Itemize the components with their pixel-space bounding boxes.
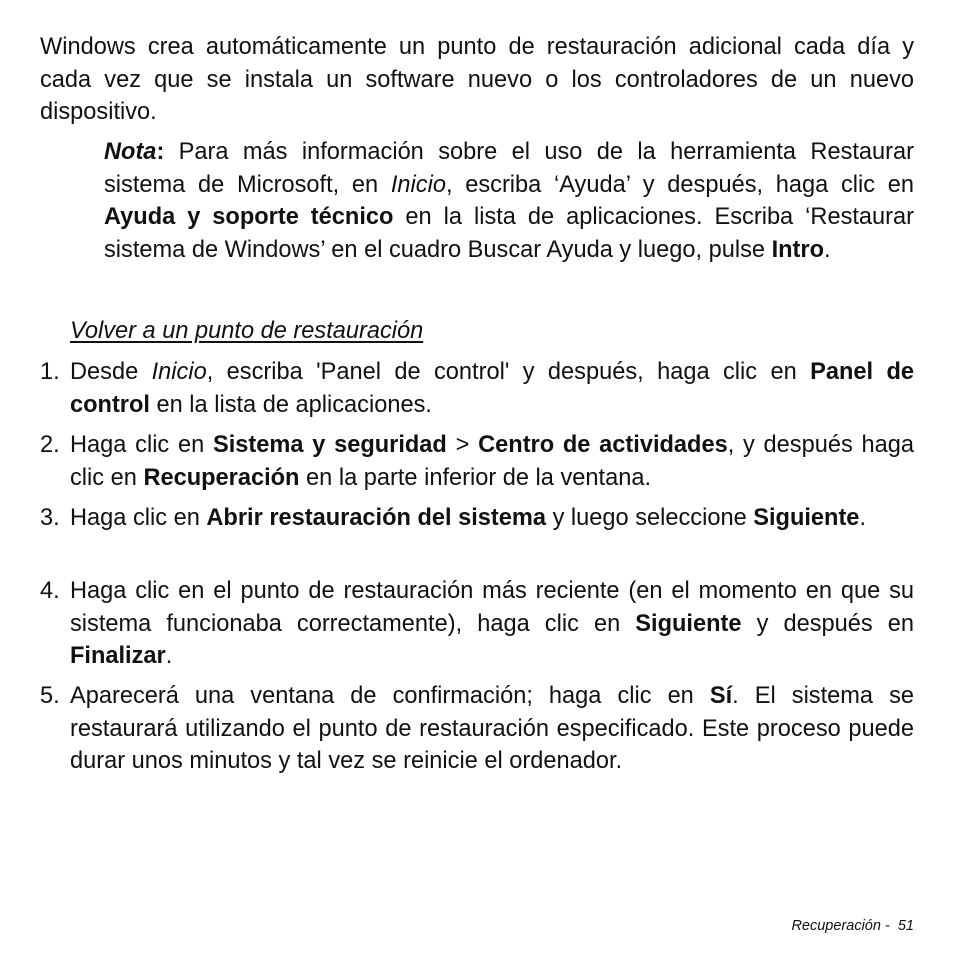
note-text-3: en la lista de aplicaciones. Escriba ‘Restaurar sistema de Windows’ en el cuadro Buscar Ayuda y luego, pulse <box>104 204 914 263</box>
step-text: , y después haga clic en <box>70 432 914 491</box>
step-bold: Centro de actividades <box>478 432 728 458</box>
step-bold: Abrir restauración del sistema <box>206 505 547 531</box>
note-label: Nota <box>104 139 157 165</box>
step-number: 4. <box>40 578 60 604</box>
step-bold: Recuperación <box>143 464 300 491</box>
step-body <box>70 356 914 421</box>
note-colon: : <box>156 139 165 165</box>
step-text: > <box>446 432 479 458</box>
note-ayuda: Ayuda y soporte técnico <box>104 204 394 230</box>
note-inicio: Inicio <box>390 171 446 198</box>
note-text-4: . <box>823 236 831 263</box>
note-intro-key: Intro <box>771 236 824 263</box>
step-text: Haga clic en <box>70 505 207 531</box>
step-body <box>70 575 914 673</box>
intro-paragraph: Windows crea automáticamente un punto de restauración adicional cada día y cada vez que se instala un software nuevo o los controladores de un nuevo dispositivo. <box>40 34 914 125</box>
note-text-2: , escriba ‘Ayuda’ y después, haga clic en <box>445 171 914 198</box>
step-text: Aparecerá una ventana de confirmación; haga clic en <box>70 683 710 709</box>
note-text-1: Para más información sobre el uso de la herramienta Restaurar sistema de Microsoft, en <box>104 139 914 198</box>
step-text: y después en <box>741 610 914 637</box>
page-footer <box>791 918 914 934</box>
step-text: Haga clic en <box>70 432 213 458</box>
step-body <box>70 429 914 494</box>
step-bold: Sí <box>709 683 733 709</box>
footer-section: Recuperación <box>791 918 881 934</box>
page-number: 51 <box>897 918 914 934</box>
step-bold: Panel de control <box>70 359 914 418</box>
section-subheading: Volver a un punto de restauración <box>70 318 424 344</box>
step-text: y luego seleccione <box>546 505 754 531</box>
note-paragraph <box>104 136 914 266</box>
step-bold: Finalizar <box>70 643 166 669</box>
step-bold: Sistema y seguridad <box>212 432 447 458</box>
step-text: , escriba 'Panel de control' y después, haga clic en <box>206 359 811 385</box>
step-number: 2. <box>40 432 60 458</box>
step-text: Haga clic en el punto de restauración más reciente (en el momento en que su sistema funcionaba correctamente), haga clic en <box>70 578 914 637</box>
step-text: . El sistema se restaurará utilizando el punto de restauración especificado. Este proceso puede durar unos minutos y tal vez se reinicie el ordenador. <box>70 683 915 774</box>
step-body <box>70 502 914 535</box>
step-text: . <box>859 505 866 531</box>
step-number: 3. <box>40 505 60 531</box>
step-bold: Siguiente <box>753 505 860 531</box>
step-text: en la parte inferior de la ventana. <box>299 464 651 491</box>
step-text: . <box>165 643 173 669</box>
step-body <box>70 680 914 778</box>
step-number: 5. <box>40 683 60 709</box>
step-text: en la lista de aplicaciones. <box>149 391 432 418</box>
step-text: Desde <box>70 359 152 385</box>
step-number: 1. <box>40 359 60 385</box>
footer-separator: - <box>880 918 898 934</box>
step-bold: Siguiente <box>635 610 742 637</box>
step-italic: Inicio <box>151 359 207 385</box>
